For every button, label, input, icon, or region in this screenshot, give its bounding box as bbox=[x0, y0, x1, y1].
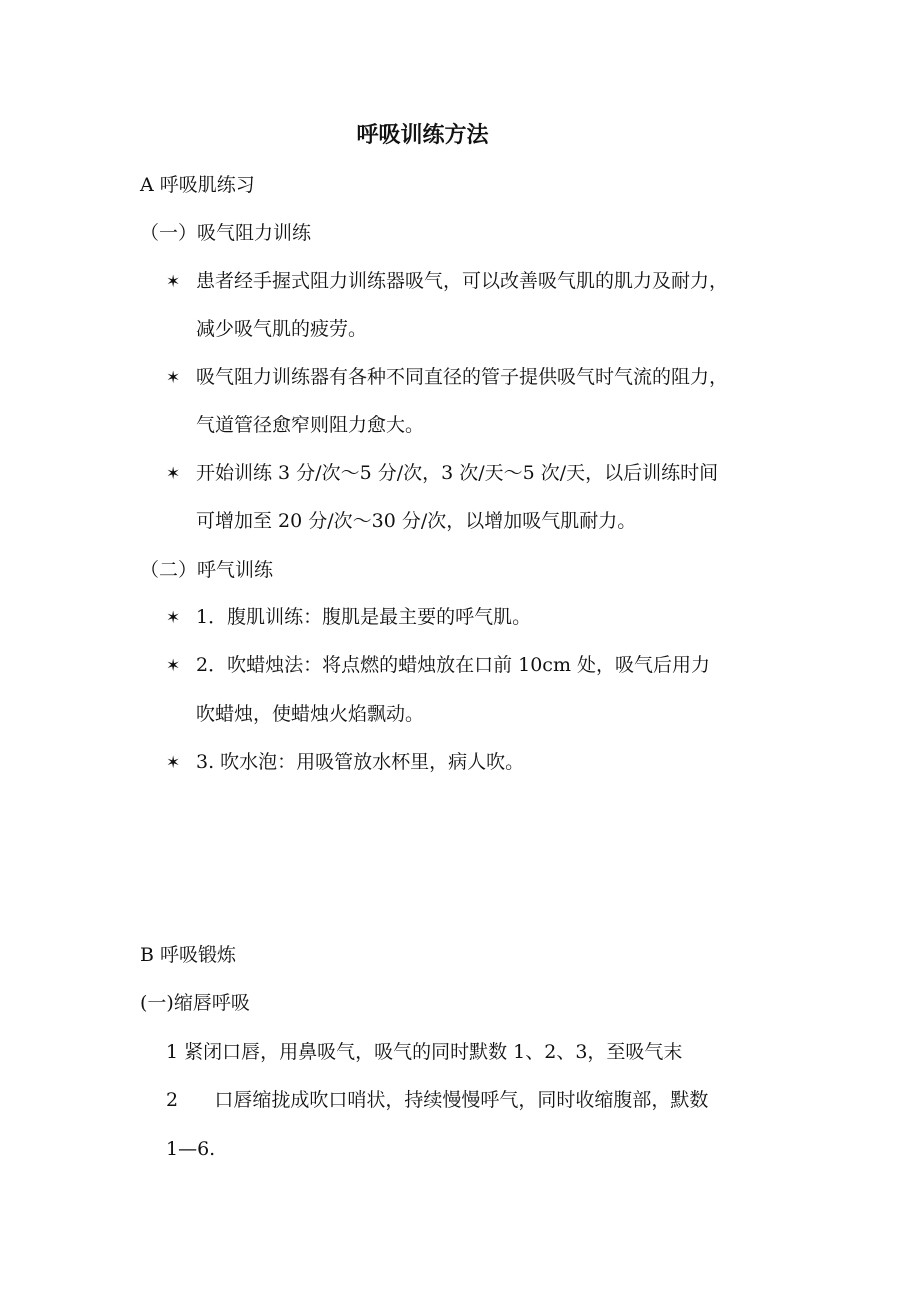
bullet-text: 开始训练 3 分/次～5 分/次，3 次/天～5 次/天，以后训练时间 bbox=[196, 462, 719, 484]
bullet-star-icon: ✶ bbox=[166, 608, 181, 628]
section-b-heading: B 呼吸锻炼 bbox=[140, 944, 237, 966]
bullet-star-icon: ✶ bbox=[166, 656, 181, 676]
bullet-text: 2．吹蜡烛法：将点燃的蜡烛放在口前 10cm 处，吸气后用力 bbox=[196, 654, 711, 676]
bullet-text: 1．腹肌训练：腹肌是最主要的呼气肌。 bbox=[196, 606, 532, 628]
bullet-star-icon: ✶ bbox=[166, 753, 181, 773]
bullet-text: 患者经手握式阻力训练器吸气，可以改善吸气肌的肌力及耐力， bbox=[196, 270, 729, 292]
section-a-heading: A 呼吸肌练习 bbox=[140, 174, 255, 196]
section-a-sub1-heading: （一）吸气阻力训练 bbox=[140, 222, 312, 244]
bullet-star-icon: ✶ bbox=[166, 464, 181, 484]
bullet-star-icon: ✶ bbox=[166, 272, 181, 292]
paragraph-line: 1—6. bbox=[166, 1138, 216, 1160]
bullet-text-continued: 吹蜡烛，使蜡烛火焰飘动。 bbox=[196, 703, 425, 725]
section-b-sub1-heading: (一)缩唇呼吸 bbox=[140, 992, 250, 1014]
bullet-text: 3. 吹水泡：用吸管放水杯里，病人吹。 bbox=[196, 751, 525, 773]
paragraph-line: 1 紧闭口唇，用鼻吸气，吸气的同时默数 1、2、3，至吸气末 bbox=[166, 1041, 683, 1063]
page-title: 呼吸训练方法 bbox=[356, 122, 489, 148]
bullet-text: 吸气阻力训练器有各种不同直径的管子提供吸气时气流的阻力， bbox=[196, 366, 729, 388]
bullet-text-continued: 可增加至 20 分/次～30 分/次，以增加吸气肌耐力。 bbox=[196, 510, 637, 532]
bullet-text-continued: 减少吸气肌的疲劳。 bbox=[196, 318, 368, 340]
paragraph-line: 2 口唇缩拢成吹口哨状，持续慢慢呼气，同时收缩腹部，默数 bbox=[166, 1089, 709, 1111]
section-a-sub2-heading: （二）呼气训练 bbox=[140, 559, 274, 581]
bullet-star-icon: ✶ bbox=[166, 368, 181, 388]
bullet-text-continued: 气道管径愈窄则阻力愈大。 bbox=[196, 414, 425, 436]
